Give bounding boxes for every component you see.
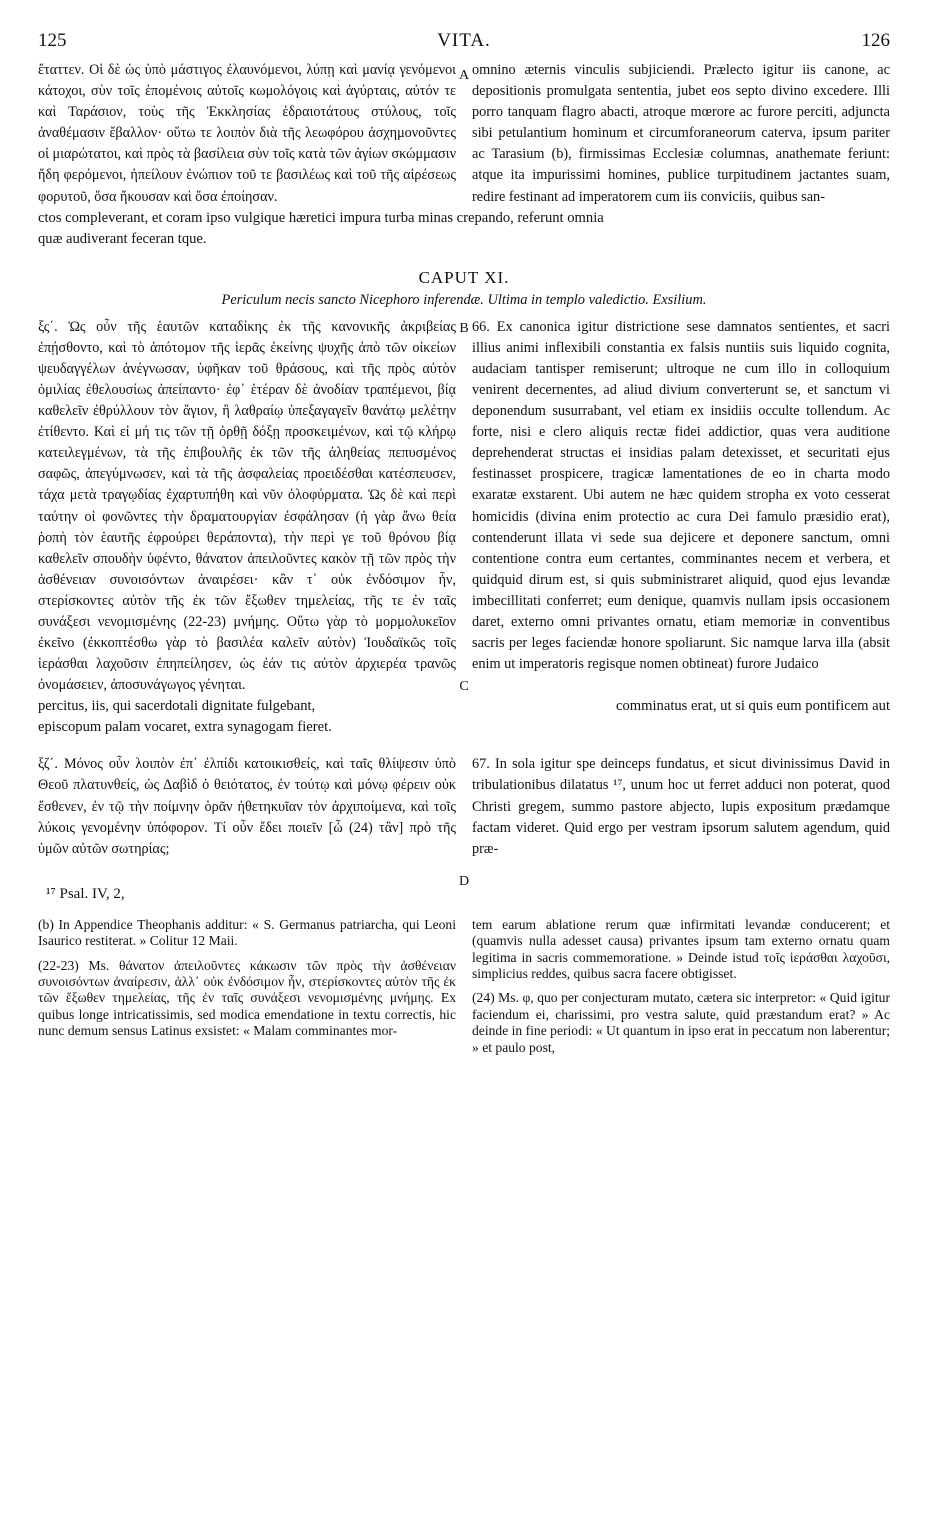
greek-text: ἔταττεν. Οἱ δὲ ὡς ὑπὸ μάστιγος ἐλαυνόμενοι, λύπῃ καὶ μανίᾳ γενόμενοι κάτοχοι, σὺν τοῖς ἑπομένοις αὐτοῖς κωμολόγοις καὶ ἀγύρταις, αὐτόν τε καὶ Ταράσιον, τοὺς τῆς Ἐκκλησίας ἑδραιοτάτους στύλους, τοῖς ἀναθέμασιν ἔβαλλον· οὕτω τε λοιπὸν διὰ τῆς λεωφόρου ἀσχημονοῦντες οἱ μιαρώτατοι, καὶ πρὸς τὰ βασίλεια σὺν τοῖς κατὰ τῶν ἁγίων σκώμμασιν ἤδη φερόμενοι, ἠπείλουν ἐνώπιον τοῦ τε βασιλέως καὶ τοῦ τῆς αἱρέσεως φορυτοῦ, ὅσα ἤκουσαν καὶ ὅσα ἐποίησαν. [38,62,456,205]
footnotes [38,917,890,1064]
footnote: (22-23) Ms. θάνατον ἀπειλοῦντες κάκωσιν τῶν πρὸς τὴν ἀσθένειαν συνοισόντων ἀναίρεσιν, ἀλλ᾽ οὐκ ἐνδόσιμον ἦν, στερίσκοντες αὐτὸν τῆς ἐκ τῶν ἔξωθεν τημελείας, τῆς ἐν ταῖς συνάξεσι νενομισμένης μνήμης. Ex quibus longe intricatissimis, sed modica emendatione in textu correctis, hic nunc demum sensus Latinus exsistet: « Malam comminantes mor- [38,957,456,1039]
latin-column [472,317,890,676]
footnotes-left [38,917,456,1048]
latin-text: 66. Ex canonica igitur districtione sese damnatos sentientes, et sacri illius animi inflexibili constantia ex falsis nuntiis suis liquido cognita, audaciam tantisper remiserunt; ultroque ne cum illo in colloquium venirent decernentes, ad aliud divium converterunt se, et sanctum vi deponendum susurrabant, vel etiam ex insidiis occulte tollendum. Ac forte, nisi e clero aliquis rectæ fidei addictior, quas vera auditione deprehenderat structas ei insidias palam detexisset, et securitati ejus festinasset prospicere, tragicæ lamentationes de eo in charta modo exaratæ exstarent. Ubi autem ne hæc quidem stropha ex voto cesserat homicidis (divina enim protectio ac cura Dei famulo præsidio erat), contenderunt illata vi sede sua dejicere et deponere sanctum, omni contentione contra eum certantes, comminantes necem et verbera, et quidquid dirum est, si quis subministraret aliquid, quod ejus levandæ imbecillitati conferret; eum denique, quamvis nullam ipsis occasionem daret, externo omni privantes ornatu, etiam memoriæ in conventibus sacris per leges faciendæ honore spoliarunt. Sic namque larva illa (absit enim ut imperatoris regisque nomen obtineat) furore Judaico [472,318,890,673]
latin-column [472,754,890,859]
greek-text: ξζ΄. Μόνος οὖν λοιπὸν ἐπ᾽ ἐλπίδι κατοικισθείς, καὶ ταῖς θλίψεσιν ὑπὸ Θεοῦ πλατυνθείς, ὡς Δαβὶδ ὁ θειότατος, ἐν τούτῳ καὶ μόνῳ φέρειν οὐκ ἔσθενεν, ἐν τῷ τὴν ποίμνην ὁρᾶν ἠθετηκυῖαν τὸν ἀρχιποίμενα, καὶ τοῖς λύκοις γενομένην ὑπόφορον. Τί οὖν ἔδει ποιεῖν [ὦ (24) τἂν] πρὸ τῆς ὑμῶν αὐτῶν σωτηρίας; [38,756,456,857]
marker-a: A [458,68,470,83]
greek-column [38,754,456,859]
full-width-line [38,696,890,717]
full-width-tail: quæ audiverant feceran tque. [38,230,207,247]
greek-text: ξς΄. Ὡς οὖν τῆς ἑαυτῶν καταδίκης ἐκ τῆς κανονικῆς ἀκριβείας ἐπῄσθοντο, καὶ τὸ ἀπότομον τῆς ἱερᾶς ἐκείνης ψυχῆς ἀπὸ τῶν οἰκείων ψευδαγγέλων ἀνέγνωσαν, ὑφῆκαν τοῦ θράσους, καὶ τῆς πρὸς αὐτὸν ὁμιλίας ἐθελουσίως ἀπείπαντο· ἐφ᾽ ἑτέραν δὲ ἀνοδίαν τραπέμενοι, βίᾳ καθελεῖν ἐθρύλλουν τὸν ἅγιον, ἢ λαθραίῳ ὑπεξαγαγεῖν θανάτῳ μελέτην ἐτίθεντο. Καὶ εἰ μή τις τῶν τῇ ὀρθῇ δόξῃ προσκειμένων, καὶ τῷ κλήρῳ κατειλεγμένων, τὰ τῆς ἐπιβουλῆς ἐκ τῶν τῆς ἀληθείας πεπυσμένος σαφῶς, ἀπεγύμνωσεν, καὶ τὰ τῆς ἀσφαλείας προειδέσθαι κατέσπευσεν, τάχα μετὰ τραγῳδίας ἐχαρτυπήθη καὶ νῦν ὀλοφύρματα. Ὡς δὲ καὶ περὶ ταύτην οἱ φονῶντες τὴν δραματουργίαν ἐσφάλησαν (ἡ γὰρ ἄνω θεία ῥοπὴ τὸν ἑαυτῆς ἐφρούρει θεράποντα), τὴν περὶ γε τοῦ θρόνου βίᾳ καθελεῖν σπουδὴν ὑφέντο, θάνατον ἀπειλοῦντες κακὸν τῇ τῶν πρὸς τὴν ἀσθένειαν συνοισόντων ἀναιρέσει· κἂν τ᾽ οὐκ ἐνδόσιμον ἦν, στερίσκοντες αὐτὸν τῆς ἐκ τῶν ἔξωθεν τημελείας, τῆς τε ἐν ταῖς συνάξεσι νενομισμένης (22-23) μνήμης. Οὕτω γὰρ τὸ μορμολυκεῖον ἐκεῖνο (ἐκκοπτέσθω γὰρ τὸ βασιλέα καλεῖν αὐτὸν) Ἰουδαϊκῶς τοῖς ἱεράσθαι λαχοῦσιν ἐπηπείλησεν, ὡς ἐάν τις αὐτὸν ἀρχιερέα τρανῶς ὀνομάσειεν, ἀποσυνάγωγος γένηται. [38,318,456,694]
latin-text: 67. In sola igitur spe deinceps fundatus, et sicut divinissimus David in tribulationibus dilatatus ¹⁷, unum hoc ut ferret adduci non poterat, quod Christi gregem, summo pastore abjecto, lupis expositum prædamque factam videret. Quid ergo per vestram ipsorum salutem agendum, quid præ- [472,756,890,857]
footnote: tem earum ablatione rerum quæ infirmitati levandæ conducerent; et (quamvis nulla adesset causa) privantes ipsum tam externo ornatu quam legitima in sacris commemoratione. » Deinde istud τοῖς ἱεράσθαι λαχοῦσι, simplicius reddes, quibus sacra facere obtigisset. [472,916,890,982]
greek-column [38,317,456,697]
chapter-subtitle: Periculum necis sancto Nicephoro inferendæ. Ultima in templo valedictio. Exsilium. [221,291,707,308]
latin-text: omnino æternis vinculis subjiciendi. Prælecto igitur iis canone, ac depositionis promulgata sententia, jubet eos septo divino excedere. Illi porro tanquam flagro abacti, atroque mœrore ac furore perciti, adjuncta sibi petulantium hominum et circumforaneorum caterva, ipsum pariter ac Tarasium (b), firmissimas Ecclesiæ columnas, anathemate feriunt: atque ita impurissimi homines, publice turpitudinem jactantes suam, redire festinant ad imperatorem cum iis conviciis, quibus san- [472,62,890,205]
chapter-title: CAPUT XI. [418,267,510,287]
full-line-right: comminatus erat, ut si quis eum pontificem aut [616,698,890,715]
full-width-line: ctos compleverant, et coram ipso vulgique hæretici impura turba minas crepando, referunt omnia [38,209,604,226]
marker-b: B [459,320,469,336]
page-number-right: 126 [861,30,890,51]
marker-d: D [458,874,470,890]
marker-c: C [459,678,469,694]
book-page [38,30,890,1064]
full-line-left: percitus, iis, qui sacerdotali dignitate fulgebant, [38,698,316,715]
full-width-tail: episcopum palam vocaret, extra synagogam fieret. [38,719,332,736]
page-header [38,30,890,60]
scripture-reference: ¹⁷ Psal. IV, 2, [46,885,125,902]
footnote: (b) In Appendice Theophanis additur: « S. Germanus patriarcha, qui Leoni Isaurico restiterat. » Colitur 12 Maii. [38,916,456,949]
page-number-left: 125 [38,30,67,51]
running-title: VITA. [437,30,491,51]
greek-column [38,60,456,208]
latin-column [472,60,890,208]
section-a [38,60,890,208]
section-b [38,317,890,697]
footnotes-right [472,917,890,1064]
footnote: (24) Ms. φ, quo per conjecturam mutato, cætera sic interpretor: « Quid igitur faciendum ei, charissimi, pro vestra salute, quid præstandum erat? » Ac deinde in fine periodi: « Ut quantum in ipso erat in peccatum non laberentur; » et paulo post, [472,990,890,1055]
section-c [38,754,890,890]
